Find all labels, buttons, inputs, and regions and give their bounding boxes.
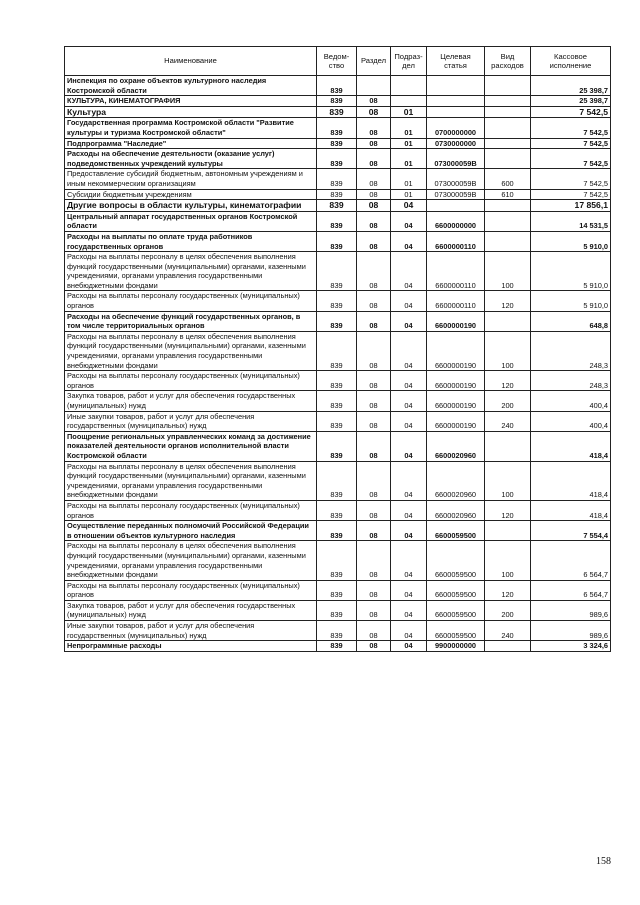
row-amount-cell: 7 542,5 (531, 169, 611, 189)
row-section-cell: 08 (357, 138, 391, 149)
row-name-cell: Осуществление переданных полномочий Российской Федерации в отношении объектов культурного наследия (65, 521, 317, 541)
row-name-cell: Расходы на выплаты персоналу в целях обеспечения выполнения функций государственными (муниципальными) органами, казенными учреждениями, органами управления государственными внебюджетными фондами (65, 461, 317, 500)
row-section-cell: 08 (357, 200, 391, 212)
row-expense-type-cell (485, 96, 531, 107)
row-expense-type-cell (485, 231, 531, 251)
row-section-cell: 08 (357, 461, 391, 500)
row-amount-cell: 7 542,5 (531, 106, 611, 118)
row-department-cell: 839 (317, 96, 357, 107)
row-name-cell: Расходы на выплаты персоналу в целях обеспечения выполнения функций государственными (муниципальными) органами, казенными учреждениями, органами управления государственными внебюджетными фондами (65, 331, 317, 370)
row-section-cell: 08 (357, 391, 391, 411)
row-name-cell: Расходы на выплаты персоналу государственных (муниципальных) органов (65, 371, 317, 391)
row-name-cell: Закупка товаров, работ и услуг для обеспечения государственных (муниципальных) нужд (65, 600, 317, 620)
row-amount-cell: 7 542,5 (531, 138, 611, 149)
row-expense-type-cell (485, 76, 531, 96)
header-section: Раздел (357, 47, 391, 76)
row-section-cell: 08 (357, 431, 391, 461)
table-row (65, 580, 611, 600)
row-target-article-cell (427, 96, 485, 107)
row-target-article-cell: 6600059500 (427, 541, 485, 580)
row-amount-cell: 418,4 (531, 431, 611, 461)
row-department-cell: 839 (317, 500, 357, 520)
row-subsection-cell (391, 76, 427, 96)
row-department-cell: 839 (317, 371, 357, 391)
row-name-cell: Расходы на обеспечение функций государственных органов, в том числе территориальных органов (65, 311, 317, 331)
row-department-cell: 839 (317, 231, 357, 251)
row-name-cell: Непрограммные расходы (65, 641, 317, 652)
row-name-cell: Субсидии бюджетным учреждениям (65, 189, 317, 200)
row-amount-cell: 648,8 (531, 311, 611, 331)
table-row (65, 641, 611, 652)
row-section-cell (357, 76, 391, 96)
row-subsection-cell: 04 (391, 200, 427, 212)
table-row (65, 200, 611, 212)
table-row (65, 311, 611, 331)
row-expense-type-cell: 240 (485, 411, 531, 431)
row-department-cell: 839 (317, 431, 357, 461)
table-row (65, 118, 611, 138)
row-expense-type-cell: 100 (485, 541, 531, 580)
row-target-article-cell: 6600000000 (427, 211, 485, 231)
row-section-cell: 08 (357, 211, 391, 231)
table-row (65, 169, 611, 189)
row-subsection-cell: 04 (391, 580, 427, 600)
table-row (65, 96, 611, 107)
row-subsection-cell: 01 (391, 149, 427, 169)
row-target-article-cell: 6600000110 (427, 291, 485, 311)
row-target-article-cell: 0700000000 (427, 118, 485, 138)
row-name-cell: Расходы на выплаты по оплате труда работников государственных органов (65, 231, 317, 251)
row-expense-type-cell: 100 (485, 252, 531, 291)
row-section-cell: 08 (357, 411, 391, 431)
row-amount-cell: 6 564,7 (531, 580, 611, 600)
row-section-cell: 08 (357, 291, 391, 311)
row-name-cell: Центральный аппарат государственных органов Костромской области (65, 211, 317, 231)
row-department-cell: 839 (317, 106, 357, 118)
table-row (65, 600, 611, 620)
row-expense-type-cell (485, 200, 531, 212)
row-subsection-cell: 04 (391, 291, 427, 311)
row-section-cell: 08 (357, 106, 391, 118)
row-target-article-cell: 6600059500 (427, 580, 485, 600)
row-expense-type-cell: 610 (485, 189, 531, 200)
row-amount-cell: 989,6 (531, 621, 611, 641)
table-row (65, 411, 611, 431)
row-amount-cell: 3 324,6 (531, 641, 611, 652)
row-expense-type-cell (485, 118, 531, 138)
row-target-article-cell (427, 106, 485, 118)
row-name-cell: Предоставление субсидий бюджетным, автономным учреждениям и иным некоммерческим организациям (65, 169, 317, 189)
row-section-cell: 08 (357, 371, 391, 391)
row-amount-cell: 25 398,7 (531, 76, 611, 96)
table-row (65, 252, 611, 291)
row-subsection-cell: 01 (391, 138, 427, 149)
row-amount-cell: 5 910,0 (531, 231, 611, 251)
row-target-article-cell: 6600020960 (427, 461, 485, 500)
row-subsection-cell: 01 (391, 169, 427, 189)
row-target-article-cell: 6600000190 (427, 391, 485, 411)
row-expense-type-cell: 600 (485, 169, 531, 189)
row-expense-type-cell: 120 (485, 291, 531, 311)
row-subsection-cell: 04 (391, 331, 427, 370)
row-name-cell: Иные закупки товаров, работ и услуг для обеспечения государственных (муниципальных) нужд (65, 621, 317, 641)
row-name-cell: Государственная программа Костромской области "Развитие культуры и туризма Костромской области" (65, 118, 317, 138)
row-section-cell: 08 (357, 521, 391, 541)
row-expense-type-cell (485, 431, 531, 461)
row-name-cell: Расходы на выплаты персоналу в целях обеспечения выполнения функций государственными (муниципальными) органами, казенными учреждениями, органами управления государственными внебюджетными фондами (65, 541, 317, 580)
row-name-cell: Культура (65, 106, 317, 118)
row-name-cell: Расходы на выплаты персоналу в целях обеспечения выполнения функций государственными (муниципальными) органами, казенными учреждениями, органами управления государственными внебюджетными фондами (65, 252, 317, 291)
row-section-cell: 08 (357, 331, 391, 370)
row-department-cell: 839 (317, 169, 357, 189)
row-section-cell: 08 (357, 500, 391, 520)
row-subsection-cell: 01 (391, 106, 427, 118)
row-target-article-cell: 0730000000 (427, 138, 485, 149)
row-department-cell: 839 (317, 118, 357, 138)
row-section-cell: 08 (357, 641, 391, 652)
row-department-cell: 839 (317, 391, 357, 411)
row-subsection-cell: 04 (391, 371, 427, 391)
row-target-article-cell: 073000059В (427, 149, 485, 169)
row-amount-cell: 7 542,5 (531, 149, 611, 169)
row-amount-cell: 248,3 (531, 331, 611, 370)
row-amount-cell: 418,4 (531, 461, 611, 500)
row-department-cell: 839 (317, 149, 357, 169)
table-row (65, 291, 611, 311)
table-row (65, 138, 611, 149)
row-subsection-cell: 04 (391, 411, 427, 431)
table-row (65, 431, 611, 461)
row-expense-type-cell (485, 138, 531, 149)
table-row (65, 500, 611, 520)
row-department-cell: 839 (317, 331, 357, 370)
row-amount-cell: 418,4 (531, 500, 611, 520)
row-amount-cell: 7 554,4 (531, 521, 611, 541)
row-section-cell: 08 (357, 541, 391, 580)
row-target-article-cell: 073000059В (427, 189, 485, 200)
row-subsection-cell: 04 (391, 521, 427, 541)
row-target-article-cell: 6600000190 (427, 311, 485, 331)
row-section-cell: 08 (357, 118, 391, 138)
row-section-cell: 08 (357, 252, 391, 291)
row-amount-cell: 14 531,5 (531, 211, 611, 231)
row-department-cell: 839 (317, 291, 357, 311)
row-department-cell: 839 (317, 600, 357, 620)
row-section-cell: 08 (357, 621, 391, 641)
row-department-cell: 839 (317, 138, 357, 149)
table-row (65, 106, 611, 118)
row-department-cell: 839 (317, 311, 357, 331)
row-expense-type-cell: 240 (485, 621, 531, 641)
row-target-article-cell: 6600000190 (427, 411, 485, 431)
row-target-article-cell: 9900000000 (427, 641, 485, 652)
row-target-article-cell: 6600059500 (427, 621, 485, 641)
row-section-cell: 08 (357, 149, 391, 169)
row-department-cell: 839 (317, 521, 357, 541)
row-name-cell: Подпрограмма "Наследие" (65, 138, 317, 149)
row-subsection-cell: 04 (391, 600, 427, 620)
row-amount-cell: 5 910,0 (531, 291, 611, 311)
row-amount-cell: 5 910,0 (531, 252, 611, 291)
row-name-cell: Расходы на выплаты персоналу государственных (муниципальных) органов (65, 291, 317, 311)
table-row (65, 621, 611, 641)
row-department-cell: 839 (317, 76, 357, 96)
row-subsection-cell: 04 (391, 541, 427, 580)
table-row (65, 76, 611, 96)
row-section-cell: 08 (357, 580, 391, 600)
header-target-article: Целевая статья (427, 47, 485, 76)
row-expense-type-cell (485, 311, 531, 331)
row-target-article-cell: 6600000190 (427, 331, 485, 370)
row-section-cell: 08 (357, 600, 391, 620)
header-cash-execution: Кассовое исполнение (531, 47, 611, 76)
row-department-cell: 839 (317, 252, 357, 291)
row-amount-cell: 400,4 (531, 391, 611, 411)
row-subsection-cell: 04 (391, 641, 427, 652)
row-target-article-cell: 6600059500 (427, 521, 485, 541)
row-amount-cell: 6 564,7 (531, 541, 611, 580)
row-subsection-cell: 04 (391, 621, 427, 641)
row-target-article-cell: 6600020960 (427, 431, 485, 461)
row-subsection-cell (391, 96, 427, 107)
row-expense-type-cell (485, 149, 531, 169)
table-row (65, 211, 611, 231)
row-department-cell: 839 (317, 200, 357, 212)
row-amount-cell: 7 542,5 (531, 189, 611, 200)
header-name: Наименование (65, 47, 317, 76)
page-number: 158 (596, 856, 611, 867)
budget-table (64, 46, 611, 652)
row-subsection-cell: 01 (391, 189, 427, 200)
row-target-article-cell (427, 200, 485, 212)
row-expense-type-cell: 100 (485, 331, 531, 370)
row-expense-type-cell: 200 (485, 600, 531, 620)
row-department-cell: 839 (317, 641, 357, 652)
row-department-cell: 839 (317, 621, 357, 641)
row-expense-type-cell: 120 (485, 371, 531, 391)
header-expense-type: Вид расходов (485, 47, 531, 76)
row-name-cell: Поощрение региональных управленческих команд за достижение показателей деятельности органов исполнительной власти Костромской области (65, 431, 317, 461)
header-department: Ведом- ство (317, 47, 357, 76)
row-section-cell: 08 (357, 189, 391, 200)
row-department-cell: 839 (317, 461, 357, 500)
row-expense-type-cell (485, 211, 531, 231)
row-section-cell: 08 (357, 311, 391, 331)
row-expense-type-cell: 200 (485, 391, 531, 411)
row-expense-type-cell: 100 (485, 461, 531, 500)
row-subsection-cell: 04 (391, 431, 427, 461)
row-subsection-cell: 04 (391, 391, 427, 411)
table-row (65, 189, 611, 200)
row-name-cell: Иные закупки товаров, работ и услуг для обеспечения государственных (муниципальных) нужд (65, 411, 317, 431)
row-amount-cell: 7 542,5 (531, 118, 611, 138)
table-row (65, 331, 611, 370)
row-amount-cell: 989,6 (531, 600, 611, 620)
row-name-cell: Другие вопросы в области культуры, кинематографии (65, 200, 317, 212)
row-target-article-cell: 073000059В (427, 169, 485, 189)
row-target-article-cell: 6600059500 (427, 600, 485, 620)
table-row (65, 521, 611, 541)
table-body (65, 76, 611, 652)
row-amount-cell: 25 398,7 (531, 96, 611, 107)
row-name-cell: Расходы на обеспечение деятельности (оказание услуг) подведомственных учреждений культуры (65, 149, 317, 169)
row-name-cell: Расходы на выплаты персоналу государственных (муниципальных) органов (65, 580, 317, 600)
table-row (65, 231, 611, 251)
row-target-article-cell: 6600020960 (427, 500, 485, 520)
row-section-cell: 08 (357, 96, 391, 107)
row-expense-type-cell: 120 (485, 500, 531, 520)
row-expense-type-cell (485, 641, 531, 652)
row-amount-cell: 248,3 (531, 371, 611, 391)
table-row (65, 461, 611, 500)
table-row (65, 371, 611, 391)
row-department-cell: 839 (317, 211, 357, 231)
row-amount-cell: 400,4 (531, 411, 611, 431)
row-amount-cell: 17 856,1 (531, 200, 611, 212)
row-name-cell: Инспекция по охране объектов культурного наследия Костромской области (65, 76, 317, 96)
row-subsection-cell: 04 (391, 311, 427, 331)
row-section-cell: 08 (357, 169, 391, 189)
row-subsection-cell: 04 (391, 231, 427, 251)
row-department-cell: 839 (317, 541, 357, 580)
row-department-cell: 839 (317, 189, 357, 200)
row-subsection-cell: 04 (391, 500, 427, 520)
header-subsection: Подраз- дел (391, 47, 427, 76)
row-department-cell: 839 (317, 580, 357, 600)
row-name-cell: КУЛЬТУРА, КИНЕМАТОГРАФИЯ (65, 96, 317, 107)
row-target-article-cell: 6600000110 (427, 252, 485, 291)
row-expense-type-cell (485, 106, 531, 118)
row-name-cell: Закупка товаров, работ и услуг для обеспечения государственных (муниципальных) нужд (65, 391, 317, 411)
row-expense-type-cell: 120 (485, 580, 531, 600)
row-target-article-cell (427, 76, 485, 96)
table-row (65, 541, 611, 580)
row-subsection-cell: 04 (391, 211, 427, 231)
row-target-article-cell: 6600000110 (427, 231, 485, 251)
row-target-article-cell: 6600000190 (427, 371, 485, 391)
row-name-cell: Расходы на выплаты персоналу государственных (муниципальных) органов (65, 500, 317, 520)
row-section-cell: 08 (357, 231, 391, 251)
row-expense-type-cell (485, 521, 531, 541)
row-department-cell: 839 (317, 411, 357, 431)
row-subsection-cell: 01 (391, 118, 427, 138)
row-subsection-cell: 04 (391, 252, 427, 291)
table-header-row (65, 47, 611, 76)
table-row (65, 149, 611, 169)
row-subsection-cell: 04 (391, 461, 427, 500)
table-row (65, 391, 611, 411)
